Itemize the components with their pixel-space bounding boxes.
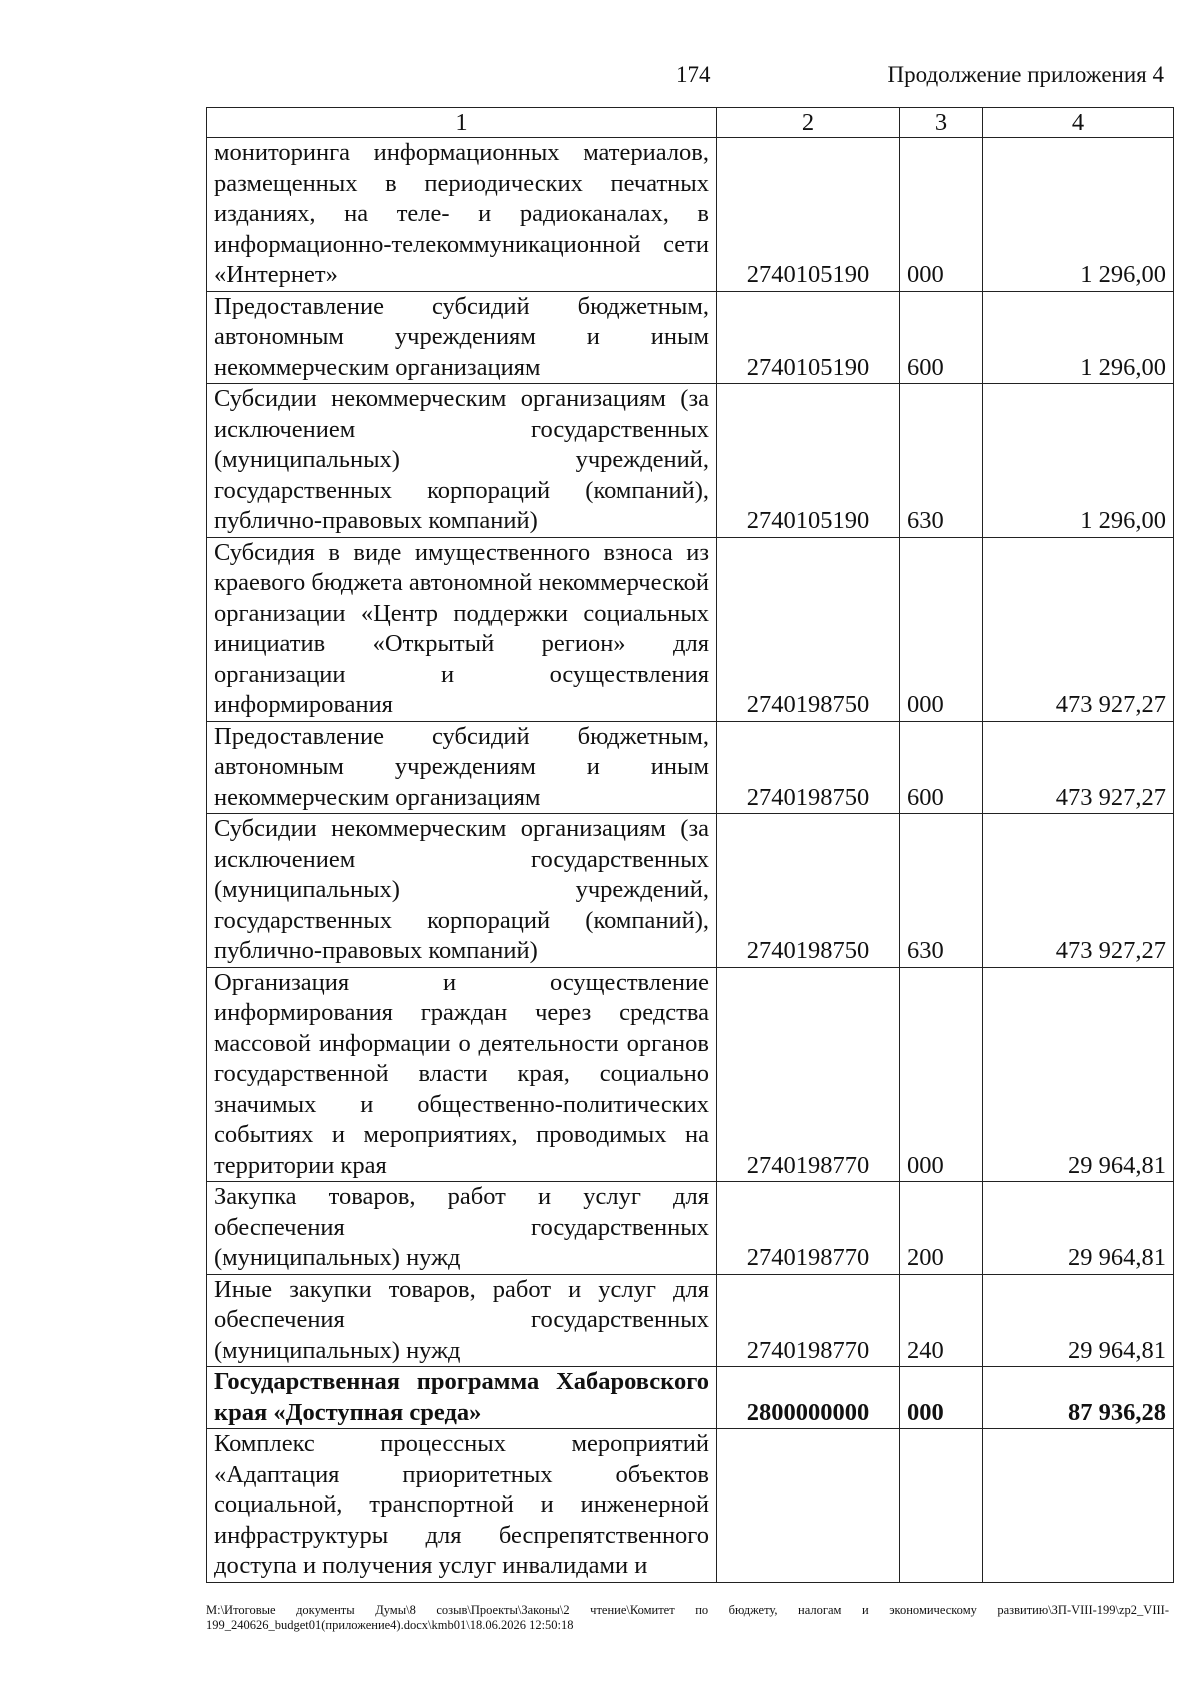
table-row bbox=[207, 1429, 1174, 1583]
row-expense-type: 600 bbox=[900, 291, 983, 384]
column-header-2: 2 bbox=[717, 108, 900, 138]
row-name: мониторинга информационных материалов, размещенных в периодических печатных изданиях, на теле- и радиоканалах, в информационно-телекоммуникационной сети «Интернет» bbox=[207, 138, 717, 292]
row-name: Комплекс процессных мероприятий «Адаптация приоритетных объектов социальной, транспортной и инженерной инфраструктуры для беспрепятственного доступа и получения услуг инвалидами и bbox=[207, 1429, 717, 1583]
table-row-program bbox=[207, 1367, 1174, 1429]
row-sum: 29 964,81 bbox=[983, 1274, 1174, 1367]
row-code: 2740198770 bbox=[717, 967, 900, 1182]
row-name: Субсидии некоммерческим организациям (за исключением государственных (муниципальных) учреждений, государственных корпораций (компаний), публично-правовых компаний) bbox=[207, 814, 717, 968]
row-code: 2740198770 bbox=[717, 1274, 900, 1367]
table-row bbox=[207, 1182, 1174, 1275]
row-expense-type: 200 bbox=[900, 1182, 983, 1275]
column-header-4: 4 bbox=[983, 108, 1174, 138]
row-name: Предоставление субсидий бюджетным, автономным учреждениям и иным некоммерческим организациям bbox=[207, 291, 717, 384]
row-code: 2740105190 bbox=[717, 138, 900, 292]
row-name: Субсидии некоммерческим организациям (за исключением государственных (муниципальных) учреждений, государственных корпораций (компаний), публично-правовых компаний) bbox=[207, 384, 717, 538]
row-code: 2800000000 bbox=[717, 1367, 900, 1429]
row-name: Организация и осуществление информирования граждан через средства массовой информации о деятельности органов государственной власти края, социально значимых и общественно-политических событиях и мероприятиях, проводимых на территории края bbox=[207, 967, 717, 1182]
row-sum: 87 936,28 bbox=[983, 1367, 1174, 1429]
row-sum: 1 296,00 bbox=[983, 138, 1174, 292]
row-code: 2740198750 bbox=[717, 721, 900, 814]
row-sum: 473 927,27 bbox=[983, 721, 1174, 814]
row-sum bbox=[983, 1429, 1174, 1583]
row-expense-type: 630 bbox=[900, 814, 983, 968]
row-code: 2740105190 bbox=[717, 384, 900, 538]
row-name: Иные закупки товаров, работ и услуг для обеспечения государственных (муниципальных) нужд bbox=[207, 1274, 717, 1367]
budget-table bbox=[206, 107, 1174, 1583]
table-row bbox=[207, 814, 1174, 968]
row-sum: 29 964,81 bbox=[983, 967, 1174, 1182]
row-code: 2740105190 bbox=[717, 291, 900, 384]
row-name: Предоставление субсидий бюджетным, автономным учреждениям и иным некоммерческим организациям bbox=[207, 721, 717, 814]
column-header-1: 1 bbox=[207, 108, 717, 138]
column-header-3: 3 bbox=[900, 108, 983, 138]
row-expense-type: 630 bbox=[900, 384, 983, 538]
row-code bbox=[717, 1429, 900, 1583]
row-code: 2740198750 bbox=[717, 814, 900, 968]
row-expense-type: 000 bbox=[900, 967, 983, 1182]
table-row bbox=[207, 138, 1174, 292]
row-code: 2740198770 bbox=[717, 1182, 900, 1275]
row-name: Закупка товаров, работ и услуг для обеспечения государственных (муниципальных) нужд bbox=[207, 1182, 717, 1275]
row-name: Субсидия в виде имущественного взноса из краевого бюджета автономной некоммерческой организации «Центр поддержки социальных инициатив «Открытый регион» для организации и осуществления информирования bbox=[207, 537, 717, 721]
table-row bbox=[207, 721, 1174, 814]
row-sum: 473 927,27 bbox=[983, 537, 1174, 721]
row-expense-type: 000 bbox=[900, 1367, 983, 1429]
continuation-title: Продолжение приложения 4 bbox=[887, 62, 1164, 87]
row-expense-type bbox=[900, 1429, 983, 1583]
row-sum: 1 296,00 bbox=[983, 291, 1174, 384]
row-name: Государственная программа Хабаровского края «Доступная среда» bbox=[207, 1367, 717, 1429]
table-row bbox=[207, 384, 1174, 538]
row-code: 2740198750 bbox=[717, 537, 900, 721]
row-sum: 1 296,00 bbox=[983, 384, 1174, 538]
row-expense-type: 600 bbox=[900, 721, 983, 814]
table-row bbox=[207, 537, 1174, 721]
table-row bbox=[207, 1274, 1174, 1367]
table-row bbox=[207, 967, 1174, 1182]
row-expense-type: 000 bbox=[900, 138, 983, 292]
row-expense-type: 000 bbox=[900, 537, 983, 721]
table-header-row bbox=[207, 108, 1174, 138]
row-sum: 473 927,27 bbox=[983, 814, 1174, 968]
table-row bbox=[207, 291, 1174, 384]
row-sum: 29 964,81 bbox=[983, 1182, 1174, 1275]
row-expense-type: 240 bbox=[900, 1274, 983, 1367]
footer-file-path: M:\Итоговые документы Думы\8 созыв\Проекты\Законы\2 чтение\Комитет по бюджету, налогам и экономическому развитию\ЗП-VIII-199\zp2_VIII-199_240626_budget01(приложение4).docx\kmb01\18.06.2026 12:50:18 bbox=[206, 1603, 1169, 1632]
page-number: 174 bbox=[676, 62, 711, 87]
